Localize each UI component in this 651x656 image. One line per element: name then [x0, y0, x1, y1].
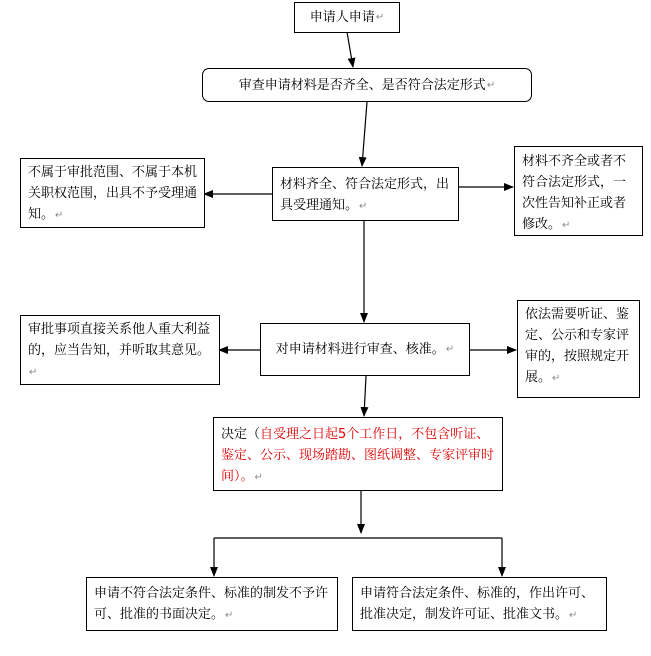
node-review-materials [202, 68, 532, 102]
node-accept [272, 167, 459, 221]
node-approve-text: 申请符合法定条件、标准的，作出许可、批准决定，制发许可证、批准文书。 [360, 586, 595, 622]
node-supplement-text: 材料不齐全或者不符合法定形式，一次性告知补正或者修改。 [522, 154, 627, 232]
node-examine [260, 323, 470, 376]
paragraph-mark: ↵ [29, 367, 38, 378]
arrow-applicant-to-review [347, 32, 353, 67]
node-applicant [294, 2, 400, 33]
node-notify-interest [20, 315, 220, 385]
node-notify-interest-text: 审批事项直接关系他人重大利益的，应当告知，并听取其意见。 [28, 322, 211, 358]
node-decision [213, 417, 503, 491]
node-review-materials-text: 审查申请材料是否齐全、是否符合法定形式 [238, 77, 486, 93]
node-hearing-text: 依法需要听证、鉴定、公示和专家评审的，按照规定开展。 [525, 307, 630, 385]
node-decision-highlight: 自受理之日起5个工作日，不包含听证、鉴定、公示、现场踏勘、图纸调整、专家评审时间 [221, 427, 495, 484]
node-applicant-text: 申请人申请 [309, 10, 375, 25]
paragraph-mark: ↵ [562, 220, 571, 231]
node-reject-scope [20, 158, 205, 228]
node-approve [352, 577, 607, 631]
arrow-review-to-accept [362, 102, 367, 166]
paragraph-mark: ↵ [445, 344, 455, 355]
node-reject-scope-text: 不属于审批范围、不属于本机关职权范围，出具不予受理通知。 [28, 165, 198, 222]
paragraph-mark: ↵ [569, 610, 578, 621]
paragraph-mark: ↵ [359, 201, 368, 212]
paragraph-mark: ↵ [552, 373, 561, 384]
node-decision-prefix: 决定（ [221, 427, 261, 442]
paragraph-mark: ↵ [375, 12, 385, 23]
node-accept-text: 材料齐全、符合法定形式，出具受理通知。 [280, 177, 450, 213]
paragraph-mark: ↵ [254, 472, 263, 483]
paragraph-mark: ↵ [486, 79, 496, 91]
arrow-examine-to-decision [364, 376, 366, 416]
node-supplement [514, 146, 643, 236]
node-hearing [517, 300, 640, 398]
node-deny [86, 577, 338, 631]
paragraph-mark: ↵ [55, 210, 64, 221]
node-examine-text: 对申请材料进行审查、核准。 [275, 342, 445, 357]
paragraph-mark: ↵ [225, 610, 234, 621]
node-deny-text: 申请不符合法定条件、标准的制发不予许可、批准的书面决定。 [94, 586, 329, 622]
node-decision-suffix: ）。 [234, 469, 254, 484]
